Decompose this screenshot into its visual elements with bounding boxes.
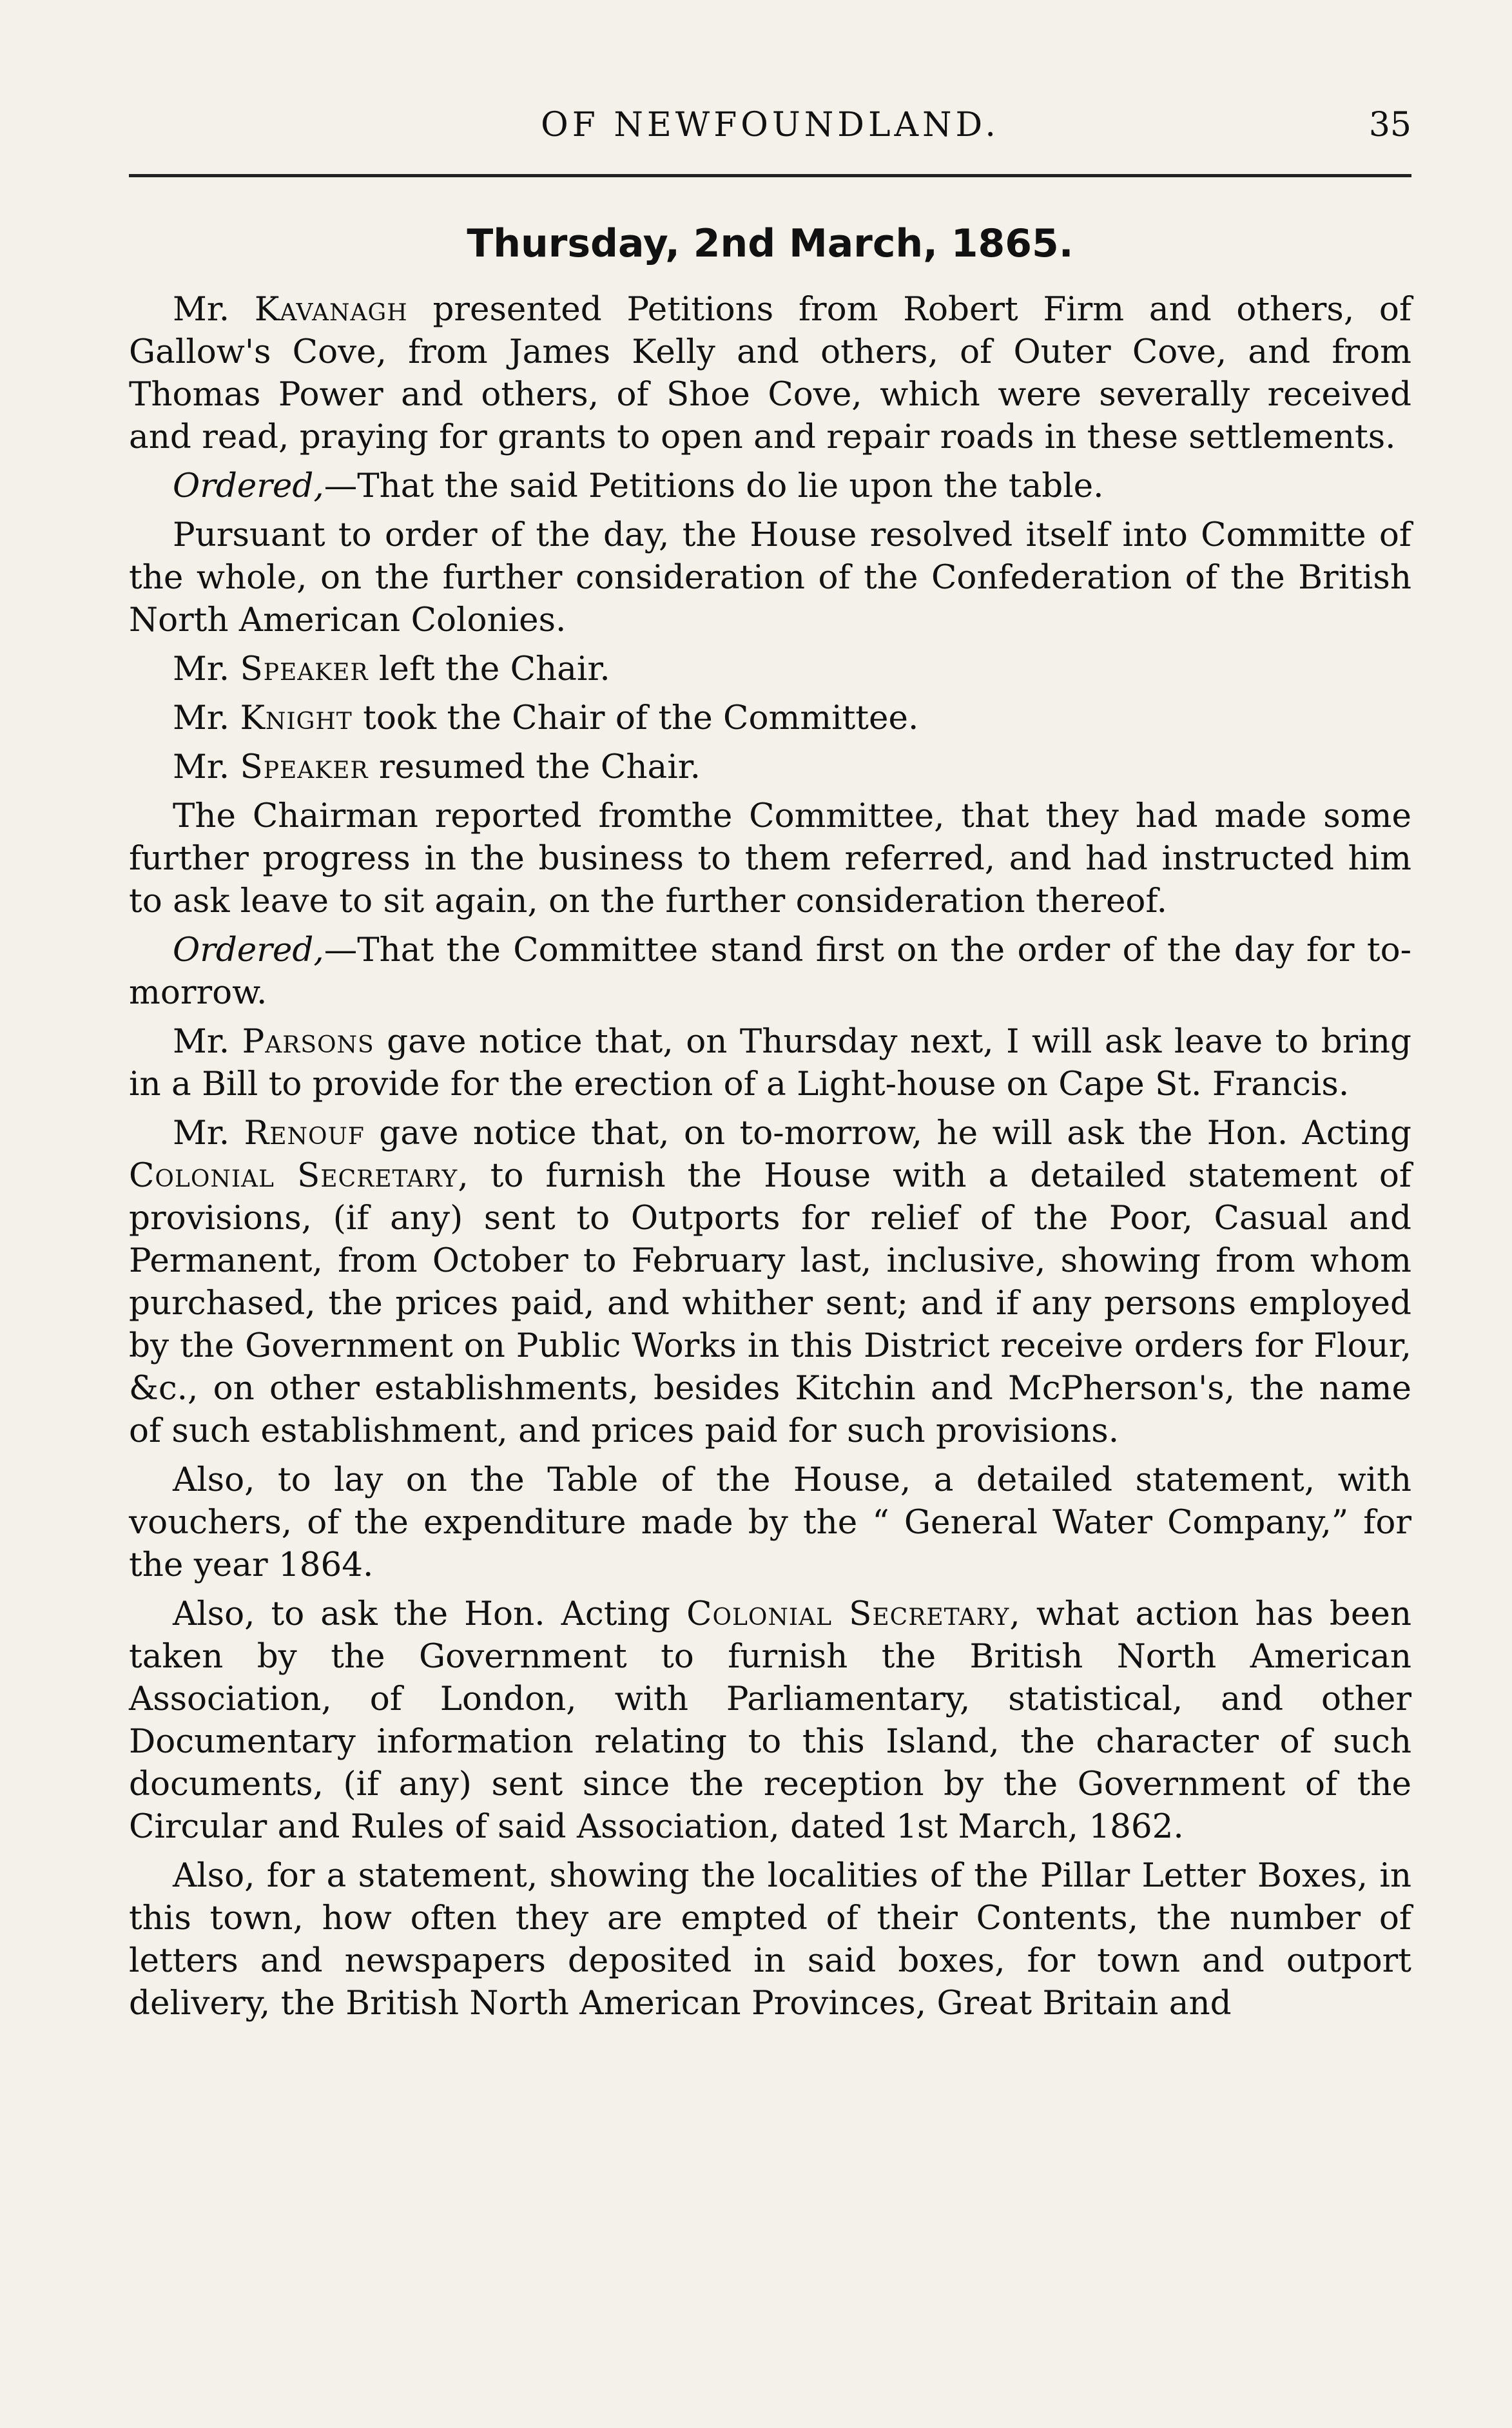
member-name: Kavanagh <box>254 290 408 329</box>
paragraph-text: , to furnish the House with a detailed statement of provisions, (if any) sent to Outports for relief of the Poor, Casual and Permanent, from October to February last, inclusive, showing from whom purchased, the prices paid, and whither sent; and if any persons employed by the Government on Public Works in this District receive orders for Flour, &c., on other establishments, besides Kitchin and McPherson's, the name of such establishment, and prices paid for such provisions. <box>129 1156 1411 1450</box>
paragraph-text: —That the Committee stand first on the order of the day for to-morrow. <box>129 931 1411 1012</box>
paragraph-ordered-committee <box>129 929 1411 1014</box>
paragraph-text: resumed the Chair. <box>368 748 701 786</box>
paragraph-ordered-table <box>129 465 1411 507</box>
paragraph-text: gave notice that, on to-morrow, he will ask the Hon. Acting <box>364 1114 1411 1152</box>
paragraph-text: , what action has been taken by the Government to furnish the British North American Association, of London, with Parliamentary, statistical, and other Documentary information relating to this Island, the character of such documents, (if any) sent since the reception by the Government of the Circular and Rules of said Association, dated 1st March, 1862. <box>129 1595 1411 1846</box>
ordered-label: Ordered, <box>173 931 324 969</box>
paragraph-prefix: Mr. <box>173 1114 244 1152</box>
member-name: Speaker <box>240 748 369 786</box>
member-name: Knight <box>240 699 353 737</box>
paragraph-knight-chair <box>129 697 1411 739</box>
paragraph-text: —That the said Petitions do lie upon the table. <box>324 467 1104 505</box>
header-rule <box>129 174 1411 177</box>
running-header <box>129 97 1411 159</box>
member-name: Speaker <box>240 650 369 688</box>
running-title: OF NEWFOUNDLAND. <box>541 106 1000 144</box>
paragraph-text: Pursuant to order of the day, the House resolved itself into Committe of the whole, on the further consideration of the Confederation of the British North American Colonies. <box>129 516 1411 639</box>
paragraph-prefix: Mr. <box>173 1022 242 1061</box>
paragraph-renouf-notice <box>129 1112 1411 1452</box>
office-name: Colonial Secretary <box>129 1156 458 1195</box>
body-text <box>129 288 1411 2025</box>
office-name: Colonial Secretary <box>686 1595 1010 1633</box>
member-name: Renouf <box>244 1114 365 1152</box>
paragraph-chairman-report <box>129 795 1411 922</box>
paragraph-text: The Chairman reported fromthe Committee, that they had made some further progress in the business to them referred, and had instructed him to ask leave to sit again, on the further consideration thereof. <box>129 797 1411 920</box>
date-heading: Thursday, 2nd March, 1865. <box>467 221 1074 266</box>
paragraph-speaker-left <box>129 648 1411 690</box>
paragraph-letter-boxes <box>129 1854 1411 2025</box>
paragraph-association <box>129 1593 1411 1848</box>
paragraph-petitions <box>129 288 1411 458</box>
paragraph-text: gave notice that, on Thursday next, I will ask leave to bring in a Bill to provide for the erection of a Light-house on Cape St. Francis. <box>129 1022 1411 1103</box>
paragraph-prefix: Mr. <box>173 699 240 737</box>
page-number: 35 <box>1368 106 1411 144</box>
paragraph-water-company <box>129 1459 1411 1586</box>
paragraph-parsons-notice <box>129 1020 1411 1105</box>
paragraph-prefix: Mr. <box>173 290 255 329</box>
paragraph-text: presented Petitions from Robert Firm and others, of Gallow's Cove, from James Kelly and others, of Outer Cove, and from Thomas Power and others, of Shoe Cove, which were severally received and read, praying for grants to open and repair roads in these settlements. <box>129 290 1411 456</box>
ordered-label: Ordered, <box>173 467 324 505</box>
paragraph-text: Also, to lay on the Table of the House, a detailed statement, with vouchers, of the expenditure made by the “ General Water Company,” for the year 1864. <box>129 1461 1411 1584</box>
paragraph-committee <box>129 514 1411 641</box>
paragraph-text: took the Chair of the Committee. <box>352 699 919 737</box>
paragraph-text: Also, for a statement, showing the localities of the Pillar Letter Boxes, in this town, how often they are empted of their Contents, the number of letters and newspapers deposited in said boxes, for town and outport delivery, the British North American Provinces, Great Britain and <box>129 1856 1411 2023</box>
paragraph-speaker-resumed <box>129 746 1411 788</box>
paragraph-prefix: Also, to ask the Hon. Acting <box>173 1595 687 1633</box>
member-name: Parsons <box>242 1022 374 1061</box>
document-page <box>129 97 1411 2031</box>
paragraph-prefix: Mr. <box>173 748 240 786</box>
paragraph-prefix: Mr. <box>173 650 240 688</box>
paragraph-text: left the Chair. <box>368 650 610 688</box>
